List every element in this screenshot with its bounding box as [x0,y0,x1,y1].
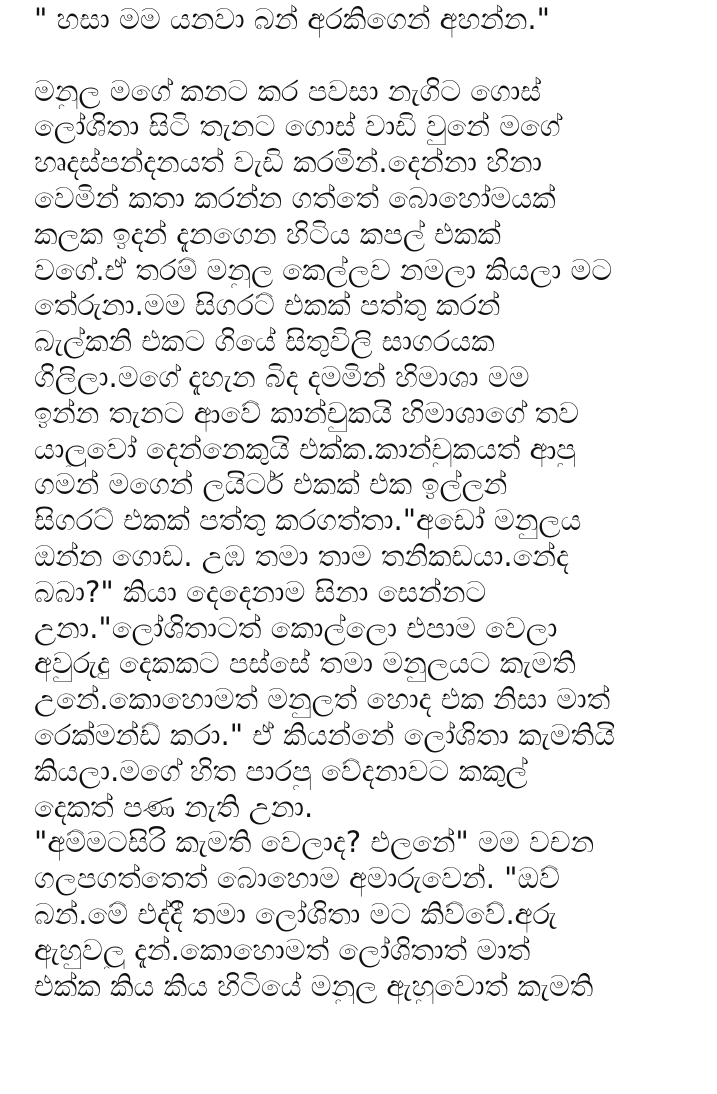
text-line-28: එක්ක කිය කිය හිටියේ මනුල ඇහුවොත් කැමති [34,968,594,1003]
text-line-9: තේරුනා.මම සිගරට් එකක් පත්තු කරන් [34,288,501,323]
text-line-21: රෙක්මන්ඩ් කරා." ඒ කියන්නේ ලෝශිතා කැමතියි [34,717,615,752]
text-line-5: හෘදස්පන්දනයත් වැඩි කරමින්.දෙන්නා හිනා [34,145,543,180]
text-line-17: බබා?" කියා දෙදෙනාම සිනා සෙන්නට [34,574,487,609]
text-line-11: ගිලිලා.මගේ දැහැන බිද දමමින් හිමාශා මම [34,359,530,394]
text-line-23: දෙකත් පණ නැති උනා. [34,789,314,824]
text-line-14: ගමන් මගෙන් ලයිටර් එකක් එක ඉල්ලන් [34,467,508,502]
text-line-18: උනා."ලෝශිතාටත් කොල්ලො එපාම වෙලා [34,610,558,645]
text-line-6: වෙමින් කතා කරන්න ගත්තේ බොහෝමයක් [34,180,556,215]
text-line-19: අවුරුදු දෙකකට පස්සේ තමා මනුලයට කැමති [34,646,576,681]
blank-line [34,38,704,74]
text-line-10: බැල්කනි එකට ගියේ සිතුවිලි සාගරයක [34,324,495,359]
text-line-20: උනේ.කොහොමත් මනුලත් හොද එක නිසා මාත් [34,682,611,717]
text-line-3: මනුල මගේ කනට කර පවසා නැගිට ගොස් [34,73,542,108]
text-line-1: " හසා මම යනවා බන් අරකිගෙන් අහන්න." [34,2,550,36]
text-line-8: වගේ.ඒ තරම් මනුල කෙල්ලව නමලා කියලා මට [34,252,613,287]
text-line-12: ඉන්න තැනට ආවේ කාන්චුකයි හිමාශාගේ තව [34,395,579,430]
text-line-13: යාලුවෝ දෙන්නෙකුයි එක්ක.කාන්චුකයත් ආපු [34,431,576,466]
text-line-26: බන්.මේ එද්දී තමා ලෝශිතා මට කිව්වේ.අරු [34,896,557,931]
story-text [34,2,704,1004]
text-line-22: කියලා.මගේ හිත පාරපු වේදනාවට කකුල් [34,753,528,788]
text-line-15: සිගරට් එකක් පත්තු කරගත්තා."අඩෝ මනුලය [34,503,582,538]
text-line-24: "අම්මටසිරි කැමති වෙලාද? එලනේ" මම වචන [34,825,595,860]
text-line-27: ඇහුවලු දැන්.කොහොමත් ලෝශිතාත් මාත් [34,932,531,967]
text-line-7: කලක ඉදන් දැනගෙන හිටිය කපල් එකක් [34,216,501,251]
text-line-25: ගලපගත්තෙත් බොහොම අමාරුවෙන්. "ඔව් [34,861,560,896]
text-line-16: ඔන්න ගොඩ. උඹ තමා තාම තනිකඩයා.නේද [34,538,569,573]
text-line-4: ලෝශිතා සිටි තැනට ගොස් වාඩි වුනේ මගේ [34,109,561,144]
